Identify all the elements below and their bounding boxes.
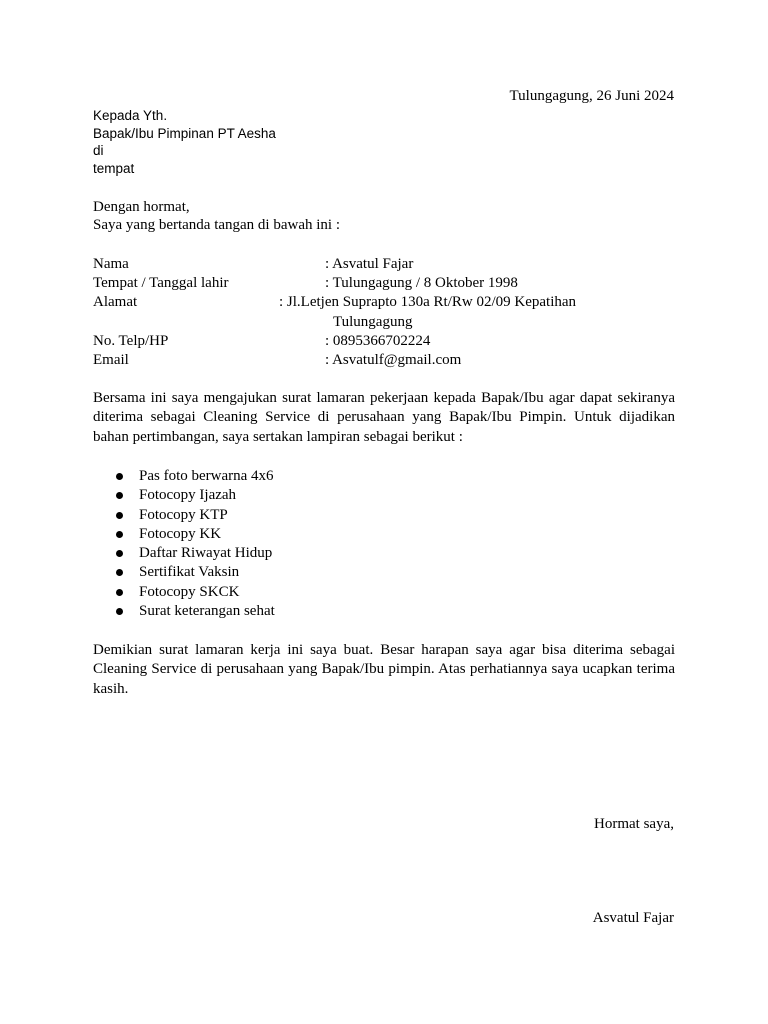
list-item: Fotocopy KTP bbox=[93, 506, 275, 525]
recipient-line-1: Kepada Yth. bbox=[93, 108, 168, 123]
list-item: Sertifikat Vaksin bbox=[93, 563, 275, 582]
list-item: Fotocopy KK bbox=[93, 525, 275, 544]
greeting: Dengan hormat, bbox=[93, 199, 190, 215]
address-value-line-1: : Jl.Letjen Suprapto 130a Rt/Rw 02/09 Kepatihan bbox=[279, 294, 577, 310]
list-item: Surat keterangan sehat bbox=[93, 602, 275, 621]
phone-value: : 0895366702224 bbox=[325, 333, 431, 349]
bullet-icon bbox=[116, 512, 123, 519]
place-date: Tulungagung, 26 Juni 2024 bbox=[509, 88, 674, 104]
list-item: Daftar Riwayat Hidup bbox=[93, 544, 275, 563]
bullet-icon bbox=[116, 589, 123, 596]
list-item: Fotocopy Ijazah bbox=[93, 486, 275, 505]
attachment-list bbox=[93, 467, 275, 621]
recipient-line-2: Bapak/Ibu Pimpinan PT Aesha bbox=[93, 126, 276, 141]
birth-label: Tempat / Tanggal lahir bbox=[93, 275, 229, 291]
recipient-line-4: tempat bbox=[93, 161, 135, 176]
email-label: Email bbox=[93, 352, 129, 368]
address-label: Alamat bbox=[93, 294, 138, 310]
name-label: Nama bbox=[93, 256, 129, 272]
intro-line: Saya yang bertanda tangan di bawah ini : bbox=[93, 217, 341, 233]
email-value: : Asvatulf@gmail.com bbox=[325, 352, 462, 368]
list-item: Pas foto berwarna 4x6 bbox=[93, 467, 275, 486]
recipient-line-3: di bbox=[93, 143, 104, 158]
list-item: Fotocopy SKCK bbox=[93, 583, 275, 602]
bullet-icon bbox=[116, 608, 123, 615]
bullet-icon bbox=[116, 550, 123, 557]
address-value-line-2: Tulungagung bbox=[333, 314, 413, 330]
closing-paragraph: Demikian surat lamaran kerja ini saya buat. Besar harapan saya agar bisa diterima sebagai Cleaning Service di perusahaan yang Bapak/Ibu pimpin. Atas perhatiannya saya ucapkan terima kasih. bbox=[93, 642, 675, 697]
phone-label: No. Telp/HP bbox=[93, 333, 169, 349]
signature-name: Asvatul Fajar bbox=[592, 910, 674, 926]
bullet-icon bbox=[116, 569, 123, 576]
birth-value: : Tulungagung / 8 Oktober 1998 bbox=[325, 275, 518, 291]
closing-salutation: Hormat saya, bbox=[594, 816, 674, 832]
body-paragraph: Bersama ini saya mengajukan surat lamaran pekerjaan kepada Bapak/Ibu agar dapat sekiranya diterima sebagai Cleaning Service di perusahaan yang Bapak/Ibu Pimpin. Untuk dijadikan bahan pertimbangan, saya sertakan lampiran sebagai berikut : bbox=[93, 390, 675, 445]
bullet-icon bbox=[116, 531, 123, 538]
name-value: : Asvatul Fajar bbox=[325, 256, 414, 272]
bullet-icon bbox=[116, 473, 123, 480]
bullet-icon bbox=[116, 492, 123, 499]
